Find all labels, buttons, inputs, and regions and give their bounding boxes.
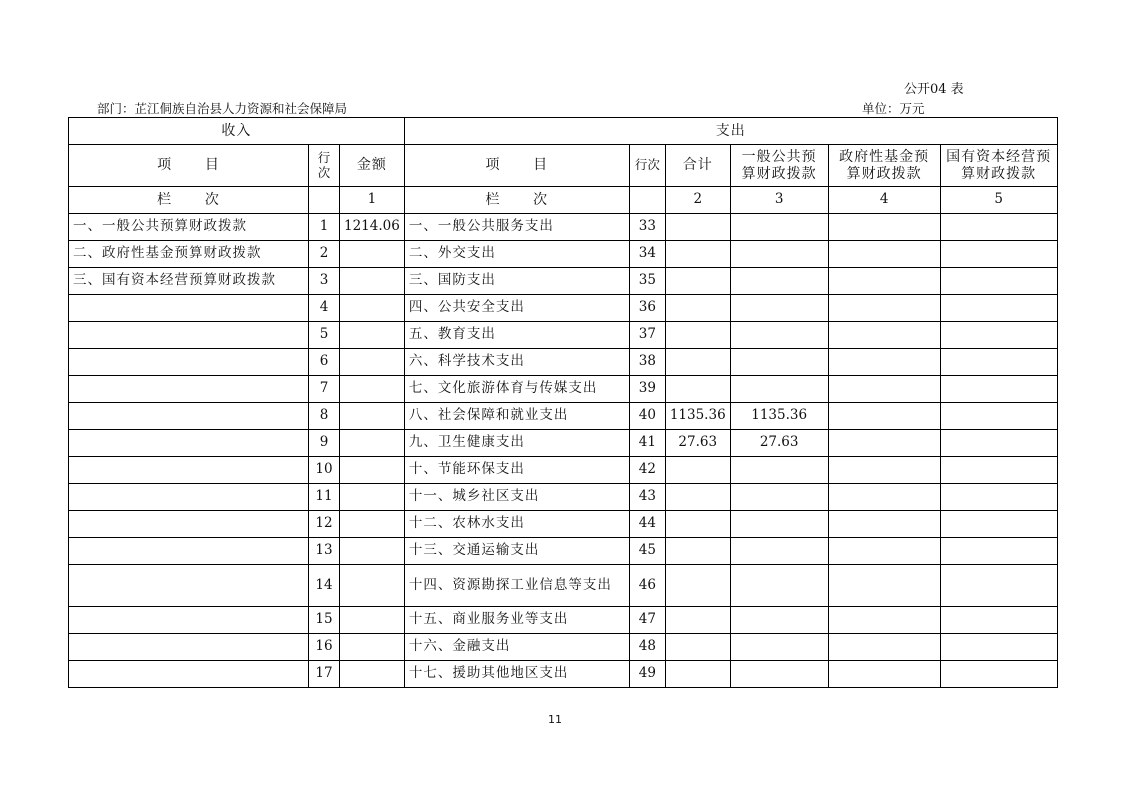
table-row (69, 376, 1058, 403)
table-row (69, 430, 1058, 457)
income-item-cell (69, 457, 309, 484)
seq-general: 3 (730, 187, 828, 214)
total-cell: 27.63 (665, 430, 730, 457)
income-row-no-cell: 3 (309, 268, 340, 295)
amount-cell (340, 295, 405, 322)
total-cell (665, 607, 730, 634)
income-row-no-cell: 8 (309, 403, 340, 430)
expense-row-no-cell: 45 (629, 538, 665, 565)
expense-item-cell: 八、社会保障和就业支出 (404, 403, 629, 430)
total-header: 合计 (665, 145, 730, 187)
income-row-no-cell: 9 (309, 430, 340, 457)
amount-cell (340, 403, 405, 430)
seq-fund: 4 (828, 187, 940, 214)
total-cell (665, 484, 730, 511)
amount-cell (340, 268, 405, 295)
gov-fund-cell (828, 349, 940, 376)
income-row-no-cell: 7 (309, 376, 340, 403)
state-capital-cell (940, 349, 1057, 376)
amount-cell (340, 661, 405, 688)
expense-item-cell: 十二、农林水支出 (404, 511, 629, 538)
state-capital-cell (940, 565, 1057, 607)
income-row-no-cell: 2 (309, 241, 340, 268)
state-capital-cell (940, 295, 1057, 322)
amount-cell (340, 538, 405, 565)
department-label: 部门：芷江侗族自治县人力资源和社会保障局 (97, 101, 348, 116)
expense-row-no-cell: 38 (629, 349, 665, 376)
expense-row-no-cell: 43 (629, 484, 665, 511)
gov-fund-cell (828, 484, 940, 511)
seq-total: 2 (665, 187, 730, 214)
table-row (69, 349, 1058, 376)
total-cell (665, 457, 730, 484)
expense-item-cell: 十六、金融支出 (404, 634, 629, 661)
amount-cell (340, 349, 405, 376)
income-row-no-cell: 15 (309, 607, 340, 634)
table-row (69, 565, 1058, 607)
table-row (69, 403, 1058, 430)
general-budget-cell (730, 295, 828, 322)
expense-item-cell: 十七、援助其他地区支出 (404, 661, 629, 688)
expense-item-cell: 十四、资源勘探工业信息等支出 (404, 565, 629, 607)
income-row-no-header: 行次 (309, 145, 340, 187)
expense-item-cell: 三、国防支出 (404, 268, 629, 295)
income-row-no-cell: 5 (309, 322, 340, 349)
income-row-no-cell: 6 (309, 349, 340, 376)
amount-cell (340, 322, 405, 349)
income-item-cell (69, 634, 309, 661)
income-row-no-cell: 4 (309, 295, 340, 322)
table-row (69, 322, 1058, 349)
general-budget-cell (730, 322, 828, 349)
amount-cell (340, 484, 405, 511)
expense-item-cell: 一、一般公共服务支出 (404, 214, 629, 241)
general-budget-cell: 1135.36 (730, 403, 828, 430)
expense-row-no-cell: 46 (629, 565, 665, 607)
table-row (69, 538, 1058, 565)
expense-title: 支出 (404, 118, 1057, 145)
general-budget-header: 一般公共预算财政拨款 (730, 145, 828, 187)
total-cell (665, 268, 730, 295)
total-cell (665, 511, 730, 538)
income-item-cell: 三、国有资本经营预算财政拨款 (69, 268, 309, 295)
total-cell (665, 565, 730, 607)
expense-row-no-cell: 33 (629, 214, 665, 241)
income-item-cell (69, 484, 309, 511)
amount-cell (340, 376, 405, 403)
expense-row-no-cell: 49 (629, 661, 665, 688)
gov-fund-cell (828, 607, 940, 634)
expense-row-no-header: 行次 (629, 145, 665, 187)
expense-item-cell: 十一、城乡社区支出 (404, 484, 629, 511)
general-budget-cell (730, 241, 828, 268)
income-item-cell (69, 661, 309, 688)
expense-seq-label: 栏 次 (404, 187, 629, 214)
general-budget-cell (730, 457, 828, 484)
income-row-no-cell: 14 (309, 565, 340, 607)
total-cell (665, 295, 730, 322)
expense-item-header: 项 目 (404, 145, 629, 187)
table-row (69, 511, 1058, 538)
income-item-header: 项 目 (69, 145, 309, 187)
state-capital-cell (940, 607, 1057, 634)
table-row (69, 607, 1058, 634)
state-capital-cell (940, 484, 1057, 511)
amount-cell (340, 511, 405, 538)
gov-fund-cell (828, 295, 940, 322)
income-seq-blank (309, 187, 340, 214)
general-budget-cell (730, 484, 828, 511)
total-cell (665, 349, 730, 376)
general-budget-cell (730, 634, 828, 661)
income-item-cell (69, 511, 309, 538)
income-item-cell (69, 430, 309, 457)
income-row-no-cell: 13 (309, 538, 340, 565)
gov-fund-cell (828, 322, 940, 349)
general-budget-cell: 27.63 (730, 430, 828, 457)
income-item-cell (69, 376, 309, 403)
table-row (69, 484, 1058, 511)
expense-row-no-cell: 44 (629, 511, 665, 538)
total-cell: 1135.36 (665, 403, 730, 430)
expense-item-cell: 六、科学技术支出 (404, 349, 629, 376)
general-budget-cell (730, 538, 828, 565)
state-capital-cell (940, 268, 1057, 295)
expense-item-cell: 九、卫生健康支出 (404, 430, 629, 457)
gov-fund-cell (828, 661, 940, 688)
gov-fund-cell (828, 430, 940, 457)
total-cell (665, 214, 730, 241)
expense-row-no-cell: 34 (629, 241, 665, 268)
total-cell (665, 241, 730, 268)
expense-row-no-cell: 42 (629, 457, 665, 484)
general-budget-cell (730, 607, 828, 634)
state-capital-cell (940, 661, 1057, 688)
expense-item-cell: 十三、交通运输支出 (404, 538, 629, 565)
expense-item-cell: 七、文化旅游体育与传媒支出 (404, 376, 629, 403)
amount-cell (340, 241, 405, 268)
gov-fund-cell (828, 403, 940, 430)
expense-row-no-cell: 40 (629, 403, 665, 430)
sequence-row (69, 187, 1058, 214)
general-budget-cell (730, 349, 828, 376)
gov-fund-cell (828, 457, 940, 484)
state-capital-cell (940, 511, 1057, 538)
state-capital-cell (940, 376, 1057, 403)
total-cell (665, 376, 730, 403)
amount-cell (340, 565, 405, 607)
income-title: 收入 (69, 118, 405, 145)
gov-fund-cell (828, 634, 940, 661)
income-item-cell (69, 607, 309, 634)
income-item-cell: 二、政府性基金预算财政拨款 (69, 241, 309, 268)
expense-seq-blank (629, 187, 665, 214)
gov-fund-cell (828, 268, 940, 295)
seq-amount: 1 (340, 187, 405, 214)
expense-item-cell: 十、节能环保支出 (404, 457, 629, 484)
general-budget-cell (730, 376, 828, 403)
gov-fund-cell (828, 241, 940, 268)
income-item-cell: 一、一般公共预算财政拨款 (69, 214, 309, 241)
state-capital-cell (940, 322, 1057, 349)
section-title-row (69, 118, 1058, 145)
state-capital-cell (940, 430, 1057, 457)
expense-item-cell: 二、外交支出 (404, 241, 629, 268)
table-row (69, 295, 1058, 322)
general-budget-cell (730, 661, 828, 688)
state-capital-cell (940, 538, 1057, 565)
state-capital-cell (940, 457, 1057, 484)
total-cell (665, 322, 730, 349)
state-capital-cell (940, 214, 1057, 241)
income-item-cell (69, 295, 309, 322)
amount-cell (340, 430, 405, 457)
total-cell (665, 661, 730, 688)
table-row (69, 661, 1058, 688)
form-code: 公开04 表 (904, 82, 964, 97)
amount-cell (340, 457, 405, 484)
state-capital-cell (940, 634, 1057, 661)
expense-row-no-cell: 35 (629, 268, 665, 295)
gov-fund-cell (828, 538, 940, 565)
general-budget-cell (730, 214, 828, 241)
table-row (69, 214, 1058, 241)
state-capital-header: 国有资本经营预算财政拨款 (940, 145, 1057, 187)
amount-cell (340, 634, 405, 661)
gov-fund-cell (828, 376, 940, 403)
income-item-cell (69, 565, 309, 607)
income-row-no-cell: 17 (309, 661, 340, 688)
gov-fund-header: 政府性基金预算财政拨款 (828, 145, 940, 187)
table-row (69, 241, 1058, 268)
table-row (69, 268, 1058, 295)
expense-row-no-cell: 36 (629, 295, 665, 322)
expense-row-no-cell: 37 (629, 322, 665, 349)
total-cell (665, 538, 730, 565)
budget-table (68, 117, 1058, 688)
expense-row-no-cell: 41 (629, 430, 665, 457)
seq-capital: 5 (940, 187, 1057, 214)
income-row-no-cell: 10 (309, 457, 340, 484)
general-budget-cell (730, 511, 828, 538)
income-item-cell (69, 349, 309, 376)
income-item-cell (69, 403, 309, 430)
expense-item-cell: 五、教育支出 (404, 322, 629, 349)
income-row-no-cell: 11 (309, 484, 340, 511)
income-item-cell (69, 538, 309, 565)
income-item-cell (69, 322, 309, 349)
amount-header: 金额 (340, 145, 405, 187)
general-budget-cell (730, 565, 828, 607)
state-capital-cell (940, 403, 1057, 430)
income-row-no-cell: 1 (309, 214, 340, 241)
state-capital-cell (940, 241, 1057, 268)
income-row-no-cell: 16 (309, 634, 340, 661)
general-budget-cell (730, 268, 828, 295)
table-row (69, 457, 1058, 484)
expense-row-no-cell: 48 (629, 634, 665, 661)
expense-row-no-cell: 39 (629, 376, 665, 403)
expense-item-cell: 十五、商业服务业等支出 (404, 607, 629, 634)
expense-row-no-cell: 47 (629, 607, 665, 634)
income-seq-label: 栏 次 (69, 187, 309, 214)
gov-fund-cell (828, 511, 940, 538)
expense-item-cell: 四、公共安全支出 (404, 295, 629, 322)
column-header-row (69, 145, 1058, 187)
unit-label: 单位：万元 (862, 101, 925, 116)
amount-cell: 1214.06 (340, 214, 405, 241)
total-cell (665, 634, 730, 661)
page-number: 11 (548, 713, 562, 726)
gov-fund-cell (828, 214, 940, 241)
amount-cell (340, 607, 405, 634)
table-row (69, 634, 1058, 661)
income-row-no-cell: 12 (309, 511, 340, 538)
gov-fund-cell (828, 565, 940, 607)
